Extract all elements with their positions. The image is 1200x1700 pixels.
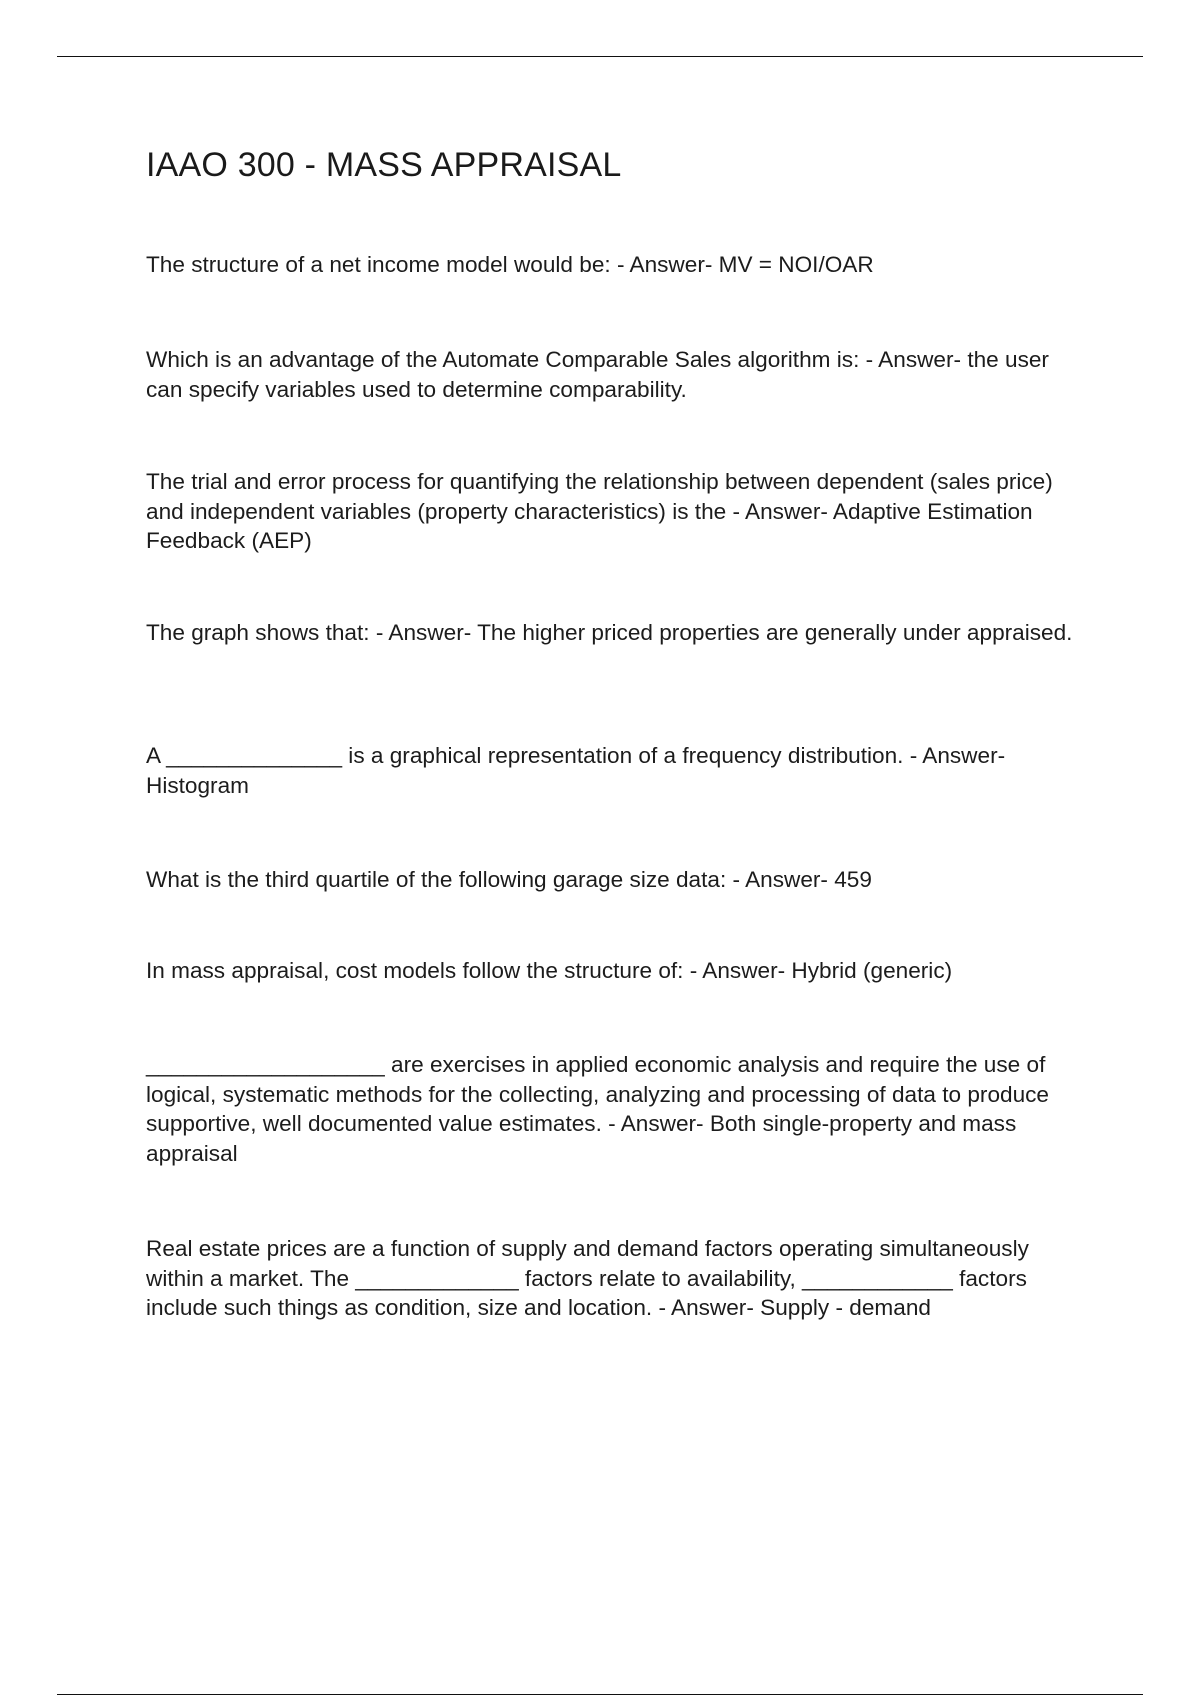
footer-rule — [57, 1694, 1143, 1695]
qa-item-histogram: A ______________ is a graphical representation of a frequency distribution. - Answer- Histogram — [146, 743, 1006, 798]
qa-item-appraisal-exercises: ___________________ are exercises in applied economic analysis and require the use of logical, systematic methods for the collecting, analyzing and processing of data to produce supportive, well documented value estimates. - Answer- Both single-property and mass appraisal — [146, 1052, 1049, 1166]
qa-item-net-income-model: The structure of a net income model would be: - Answer- MV = NOI/OAR — [146, 252, 874, 277]
qa-item-supply-demand: Real estate prices are a function of supply and demand factors operating simultaneously within a market. The _____________ factors relate to availability, ____________ factors include such things as condition, size and location. - Answer- Supply - demand — [146, 1236, 1029, 1320]
qa-item-cost-models: In mass appraisal, cost models follow the structure of: - Answer- Hybrid (generic) — [146, 958, 953, 983]
qa-item-adaptive-estimation: The trial and error process for quantifying the relationship between dependent (sales price) and independent variables (property characteristics) is the - Answer- Adaptive Estimation Feedback (AEP) — [146, 469, 1053, 553]
header-rule — [57, 56, 1143, 57]
qa-item-third-quartile: What is the third quartile of the following garage size data: - Answer- 459 — [146, 867, 872, 892]
qa-item-graph: The graph shows that: - Answer- The higher priced properties are generally under appraised. — [146, 620, 1073, 645]
document-title: IAAO 300 - MASS APPRAISAL — [146, 146, 622, 184]
qa-item-comparable-sales: Which is an advantage of the Automate Comparable Sales algorithm is: - Answer- the user can specify variables used to determine comparability. — [146, 347, 1049, 402]
